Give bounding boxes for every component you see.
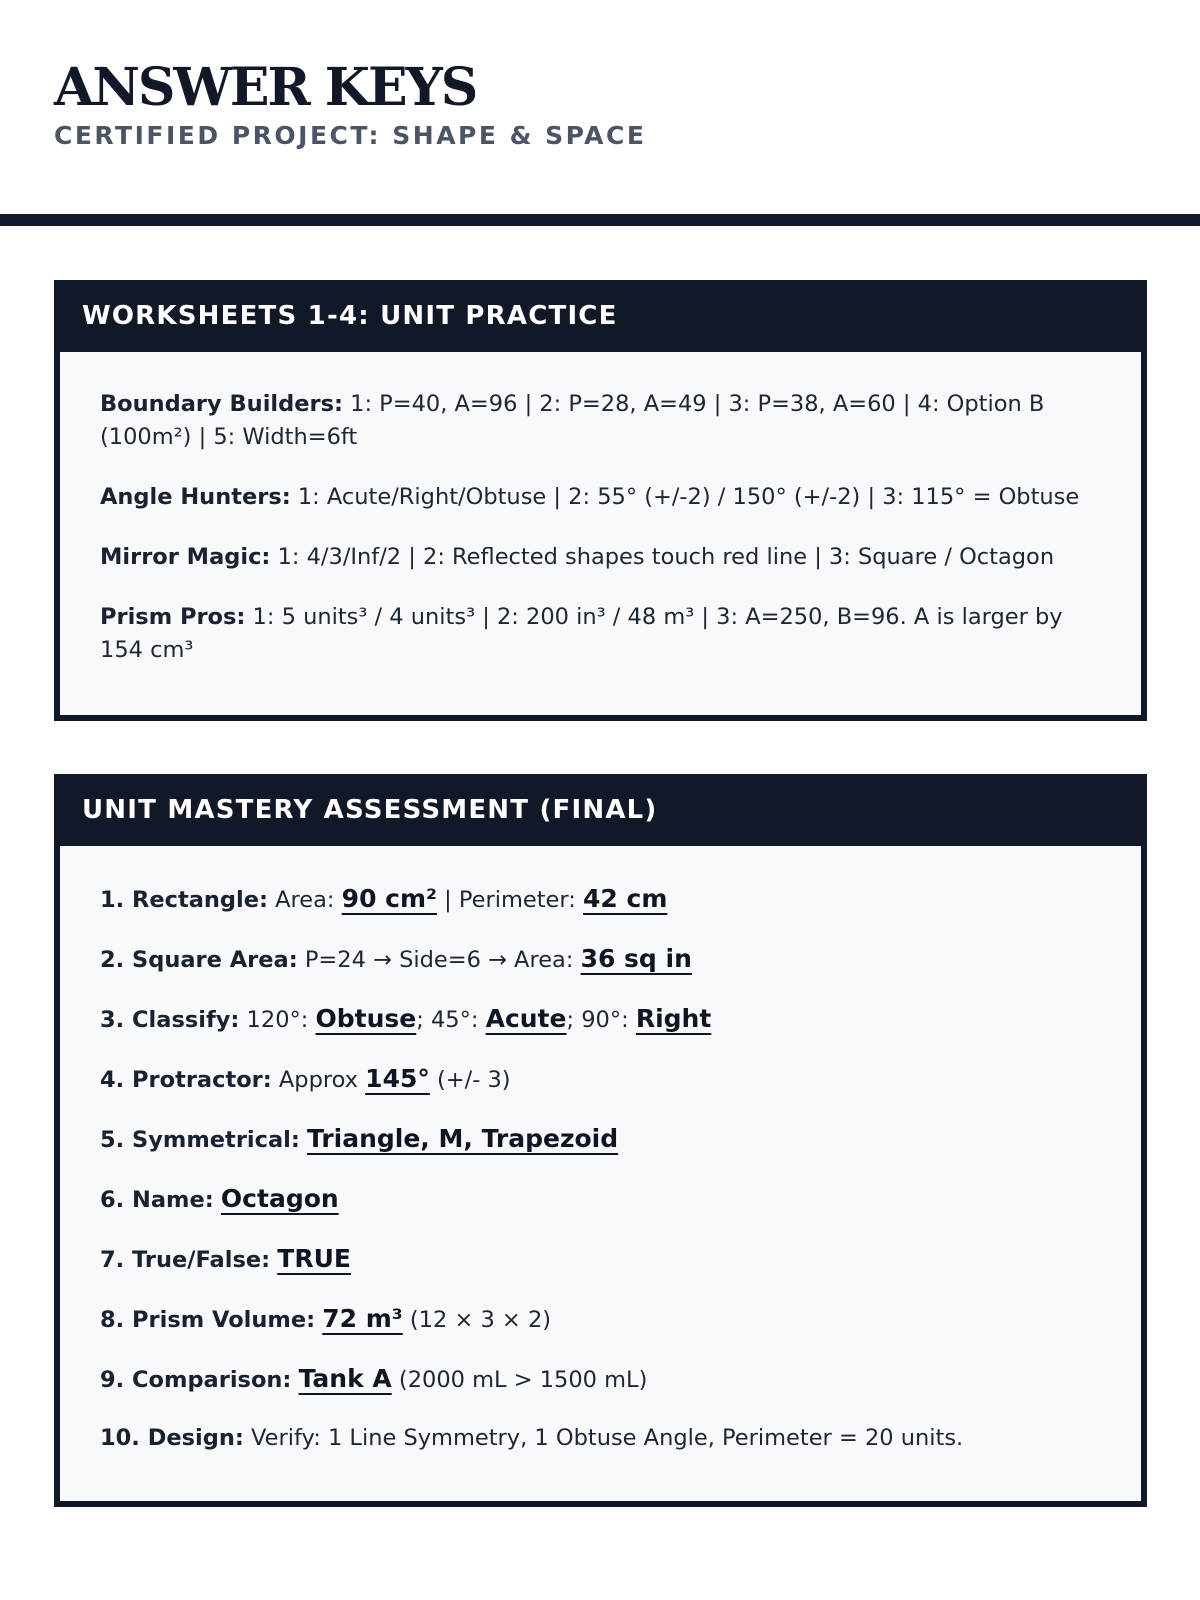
answer-value: Acute <box>485 1004 567 1033</box>
mastery-question-2 <box>100 942 1097 975</box>
mastery-question-8 <box>100 1302 1097 1335</box>
practice-section-heading: WORKSHEETS 1-4: UNIT PRACTICE <box>54 280 1147 352</box>
question-label: 2. Square Area: <box>100 947 298 973</box>
question-label: 10. Design: <box>100 1425 244 1451</box>
question-text: ; 90°: <box>566 1007 636 1033</box>
practice-section <box>54 280 1147 721</box>
practice-item-text: 1: 5 units³ / 4 units³ | 2: 200 in³ / 48 m³ | 3: A=250, B=96. A is larger by 154 cm³ <box>100 604 1063 663</box>
question-text: ; 45°: <box>416 1007 486 1033</box>
practice-item-label: Prism Pros: <box>100 604 246 630</box>
question-text <box>291 1367 298 1393</box>
practice-item-prism-pros <box>100 601 1097 667</box>
mastery-question-9 <box>100 1362 1097 1395</box>
mastery-question-3 <box>100 1002 1097 1035</box>
practice-item-label: Mirror Magic: <box>100 544 271 570</box>
question-text: (12 × 3 × 2) <box>402 1307 552 1333</box>
question-text <box>300 1127 307 1153</box>
question-label: 3. Classify: <box>100 1007 240 1033</box>
answer-value: Octagon <box>220 1184 339 1213</box>
answer-value: Right <box>635 1004 712 1033</box>
question-label: 7. True/False: <box>100 1247 271 1273</box>
question-text: Verify: 1 Line Symmetry, 1 Obtuse Angle, Perimeter = 20 units. <box>243 1425 964 1451</box>
question-text: (+/- 3) <box>429 1067 511 1093</box>
question-label: 9. Comparison: <box>100 1367 292 1393</box>
mastery-question-6 <box>100 1182 1097 1215</box>
practice-section-body <box>60 352 1141 667</box>
question-text: Area: <box>268 887 342 913</box>
question-text: 120°: <box>239 1007 316 1033</box>
answer-value: 145° <box>365 1064 430 1093</box>
answer-value: 42 cm <box>583 884 668 913</box>
question-label: 1. Rectangle: <box>100 887 268 913</box>
mastery-section-body <box>60 846 1141 1455</box>
mastery-question-1 <box>100 882 1097 915</box>
page-subtitle: CERTIFIED PROJECT: SHAPE & SPACE <box>54 121 647 150</box>
practice-item-boundary-builders <box>100 388 1097 454</box>
practice-item-text: 1: P=40, A=96 | 2: P=28, A=49 | 3: P=38, A=60 | 4: Option B (100m²) | 5: Width=6ft <box>100 391 1045 450</box>
question-text: | Perimeter: <box>436 887 583 913</box>
answer-value: Obtuse <box>315 1004 417 1033</box>
practice-item-label: Boundary Builders: <box>100 391 343 417</box>
answer-value: Tank A <box>298 1364 392 1393</box>
question-label: 5. Symmetrical: <box>100 1127 300 1153</box>
answer-value: 72 m³ <box>322 1304 403 1333</box>
mastery-question-10 <box>100 1422 1097 1455</box>
answer-value: Triangle, M, Trapezoid <box>307 1124 619 1153</box>
question-text: (2000 mL > 1500 mL) <box>391 1367 648 1393</box>
practice-item-label: Angle Hunters: <box>100 484 291 510</box>
answer-value: 90 cm² <box>341 884 437 913</box>
mastery-section-heading: UNIT MASTERY ASSESSMENT (FINAL) <box>54 774 1147 846</box>
question-label: 4. Protractor: <box>100 1067 272 1093</box>
mastery-question-4 <box>100 1062 1097 1095</box>
answer-value: TRUE <box>277 1244 351 1273</box>
practice-item-angle-hunters <box>100 481 1097 514</box>
mastery-question-7 <box>100 1242 1097 1275</box>
question-label: 6. Name: <box>100 1187 214 1213</box>
question-text: P=24 → Side=6 → Area: <box>297 947 581 973</box>
question-label: 8. Prism Volume: <box>100 1307 316 1333</box>
practice-item-mirror-magic <box>100 541 1097 574</box>
question-text <box>214 1187 221 1213</box>
practice-item-text: 1: 4/3/Inf/2 | 2: Reflected shapes touch red line | 3: Square / Octagon <box>270 544 1055 570</box>
mastery-section <box>54 774 1147 1507</box>
practice-item-text: 1: Acute/Right/Obtuse | 2: 55° (+/-2) / 150° (+/-2) | 3: 115° = Obtuse <box>290 484 1080 510</box>
mastery-question-5 <box>100 1122 1097 1155</box>
answer-value: 36 sq in <box>580 944 692 973</box>
header-divider <box>0 214 1200 226</box>
question-text: Approx <box>271 1067 366 1093</box>
page-title: ANSWER KEYS <box>54 57 477 118</box>
page-header <box>54 56 1134 152</box>
